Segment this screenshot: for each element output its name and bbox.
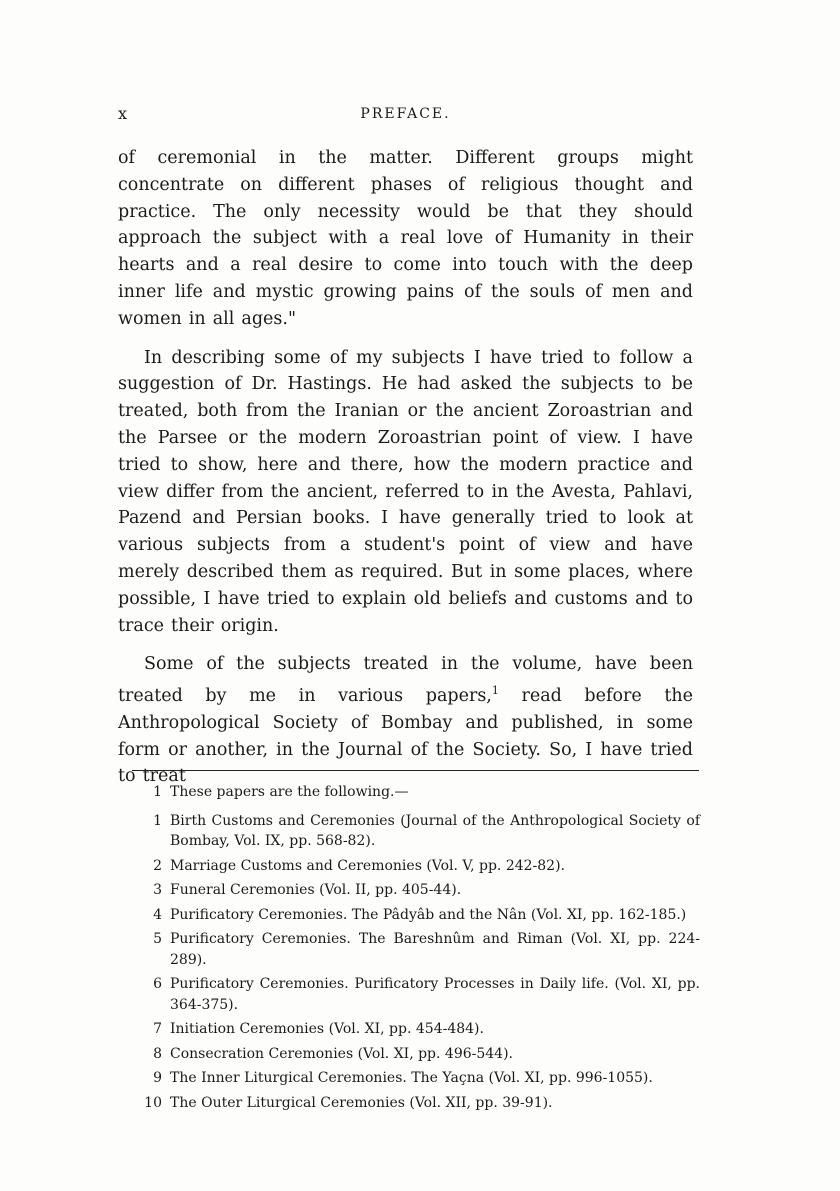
footnote-number: 9 (153, 1070, 162, 1086)
footnotes (140, 782, 700, 1117)
footnote-item (140, 905, 700, 926)
page-number: x (118, 104, 129, 123)
page-header (118, 104, 693, 128)
footnote-text: The Outer Liturgical Ceremonies (Vol. XII, pp. 39-91). (170, 1094, 553, 1111)
footnote-item (140, 880, 700, 901)
footnote-number: 1 (153, 812, 162, 829)
footnote-number: 6 (153, 976, 162, 992)
paragraph-continuation: of ceremonial in the matter. Different groups might concentrate on different phases of religious thought and practice. The only necessity would be that they should approach the subject with a real love of Humanity in their hearts and a real desire to come into touch with the deep inner life and mystic growing pains of the souls of men and women in all ages." (118, 148, 693, 329)
footnote-item (140, 1044, 700, 1065)
footnote-text: Funeral Ceremonies (Vol. II, pp. 405-44). (170, 882, 462, 898)
paragraph-subjects-text-b: read before the Anthropological Society of Bombay and published, in some form or another, in the Journal of the Society. So, I have tried to treat (118, 685, 693, 787)
footnote-lead (140, 782, 700, 803)
footnote-reference: 1 (491, 684, 499, 698)
body-text (118, 145, 693, 790)
footnote-text: Purificatory Ceremonies. The Pâdyâb and the Nân (Vol. XI, pp. 162-185.) (170, 906, 687, 923)
footnote-number: 5 (153, 931, 162, 947)
footnote-item (140, 1093, 700, 1114)
footnote-item (140, 811, 700, 852)
footnote-number: 2 (153, 857, 162, 874)
footnote-text: Purificatory Ceremonies. The Bareshnûm and Riman (Vol. XI, pp. 224-289). (170, 931, 700, 968)
footnote-text: Purificatory Ceremonies. Purificatory Processes in Daily life. (Vol. XI, pp. 364-375). (170, 976, 700, 1013)
footnote-item (140, 974, 700, 1015)
footnote-item (140, 1019, 700, 1040)
footnote-text: Birth Customs and Ceremonies (Journal of the Anthropological Society of Bombay, Vol. IX, pp. 568-82). (170, 812, 700, 849)
footnote-number: 1 (153, 784, 162, 800)
footnote-divider (132, 770, 699, 771)
footnote-number: 3 (153, 882, 162, 898)
footnote-text: Consecration Ceremonies (Vol. XI, pp. 496-544). (170, 1045, 513, 1062)
footnote-text: These papers are the following.— (170, 784, 409, 800)
footnote-number: 7 (153, 1021, 162, 1037)
paragraph-subjects-text-a: Some of the subjects treated in the volume, have been treated by me in various papers, (118, 654, 693, 706)
footnote-number: 4 (153, 906, 162, 923)
footnote-number: 10 (144, 1094, 162, 1111)
footnote-item (140, 929, 700, 970)
footnote-item (140, 1068, 700, 1089)
footnote-text: The Inner Liturgical Ceremonies. The Yaçna (Vol. XI, pp. 996-1055). (170, 1070, 653, 1086)
footnote-item (140, 856, 700, 877)
footnote-text: Marriage Customs and Ceremonies (Vol. V, pp. 242-82). (170, 857, 565, 874)
running-title: PREFACE. (360, 106, 451, 122)
footnote-text: Initiation Ceremonies (Vol. XI, pp. 454-484). (170, 1021, 484, 1037)
footnote-number: 8 (153, 1045, 162, 1062)
paragraph-hastings: In describing some of my subjects I have tried to follow a suggestion of Dr. Hastings. He had asked the subjects to be treated, both from the Iranian or the ancient Zoroastrian and the Parsee or the modern Zoroastrian point of view. I have tried to show, here and there, how the modern practice and view differ from the ancient, referred to in the Avesta, Pahlavi, Pazend and Persian books. I have generally tried to look at various subjects from a student's point of view and have merely described them as required. But in some places, where possible, I have tried to explain old beliefs and customs and to trace their origin. (118, 347, 693, 636)
